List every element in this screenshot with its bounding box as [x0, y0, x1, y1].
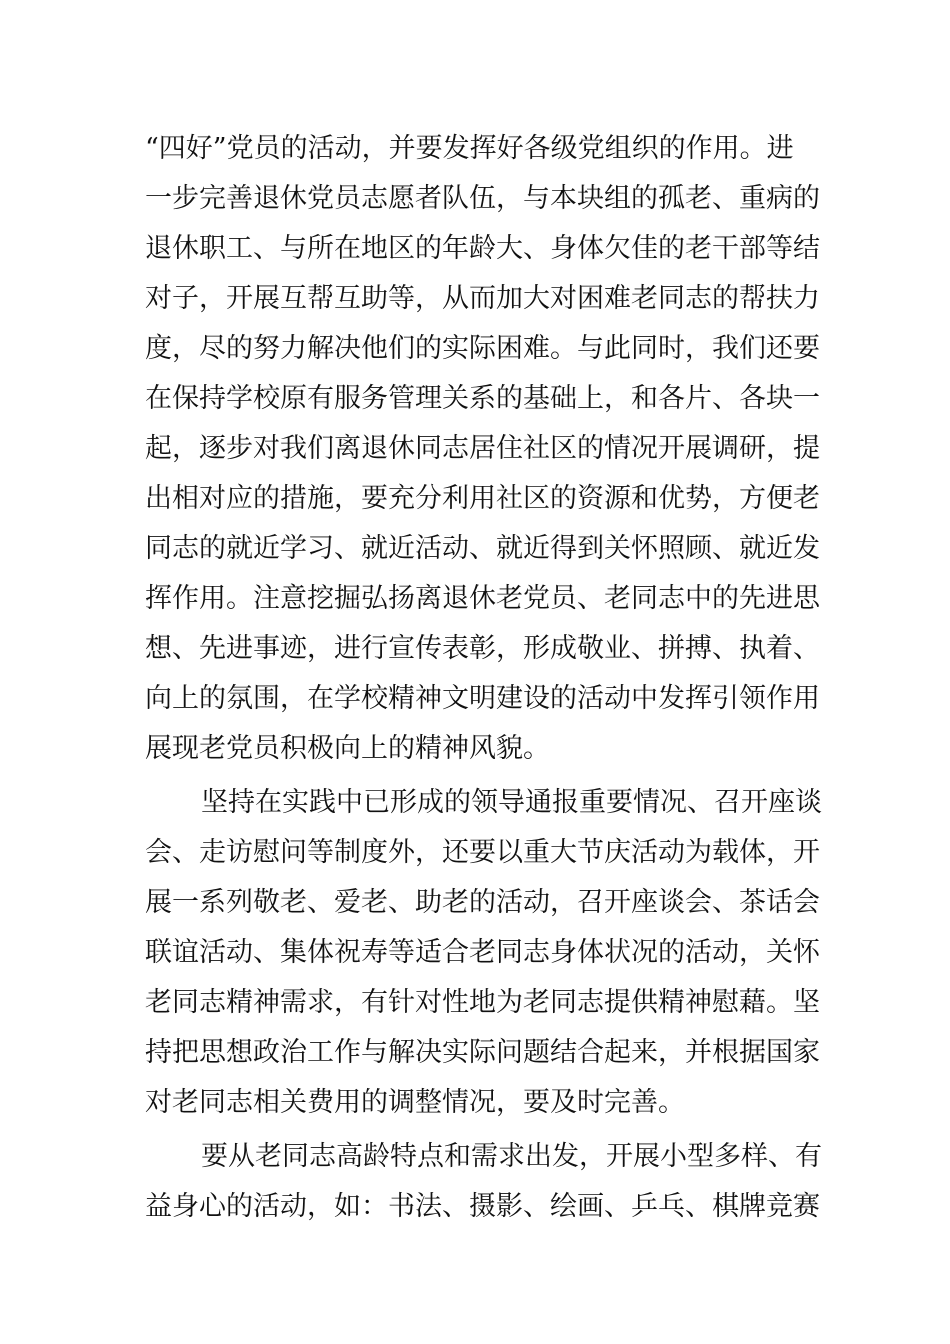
- text-line: 联谊活动、集体祝寿等适合老同志身体状况的活动，关怀: [145, 937, 820, 968]
- text-line: 向上的氛围，在学校精神文明建设的活动中发挥引领作用: [145, 683, 820, 714]
- text-line: 退休职工、与所在地区的年龄大、身体欠佳的老干部等结: [145, 233, 820, 264]
- paragraph-3: [145, 1132, 825, 1232]
- paragraph-1: [145, 124, 825, 774]
- text-line: 坚持在实践中已形成的领导通报重要情况、召开座谈: [201, 787, 822, 818]
- text-line: 对老同志相关费用的调整情况，要及时完善。: [145, 1087, 685, 1118]
- text-line: 展一系列敬老、爱老、助老的活动，召开座谈会、茶话会: [145, 887, 820, 918]
- text-line: 挥作用。注意挖掘弘扬离退休老党员、老同志中的先进思: [145, 583, 820, 614]
- text-line: “四好”党员的活动，并要发挥好各级党组织的作用。进: [145, 133, 794, 164]
- document-body: [145, 124, 825, 1232]
- text-line: 在保持学校原有服务管理关系的基础上，和各片、各块一: [145, 383, 820, 414]
- text-line: 益身心的活动，如：书法、摄影、绘画、乒乓、棋牌竞赛: [145, 1191, 820, 1222]
- text-line: 出相对应的措施，要充分利用社区的资源和优势，方便老: [145, 483, 820, 514]
- text-line: 一步完善退休党员志愿者队伍，与本块组的孤老、重病的: [145, 183, 820, 214]
- text-line: 度，尽的努力解决他们的实际困难。与此同时，我们还要: [145, 333, 820, 364]
- text-line: 要从老同志高龄特点和需求出发，开展小型多样、有: [201, 1141, 822, 1172]
- text-line: 对子，开展互帮互助等，从而加大对困难老同志的帮扶力: [145, 283, 820, 314]
- text-line: 同志的就近学习、就近活动、就近得到关怀照顾、就近发: [145, 533, 820, 564]
- text-line: 持把思想政治工作与解决实际问题结合起来，并根据国家: [145, 1037, 820, 1068]
- text-line: 展现老党员积极向上的精神风貌。: [145, 733, 550, 764]
- text-line: 会、走访慰问等制度外，还要以重大节庆活动为载体，开: [145, 837, 820, 868]
- paragraph-2: [145, 778, 825, 1128]
- text-line: 起，逐步对我们离退休同志居住社区的情况开展调研，提: [145, 433, 820, 464]
- text-line: 老同志精神需求，有针对性地为老同志提供精神慰藉。坚: [145, 987, 820, 1018]
- text-line: 想、先进事迹，进行宣传表彰，形成敬业、拼搏、执着、: [145, 633, 820, 664]
